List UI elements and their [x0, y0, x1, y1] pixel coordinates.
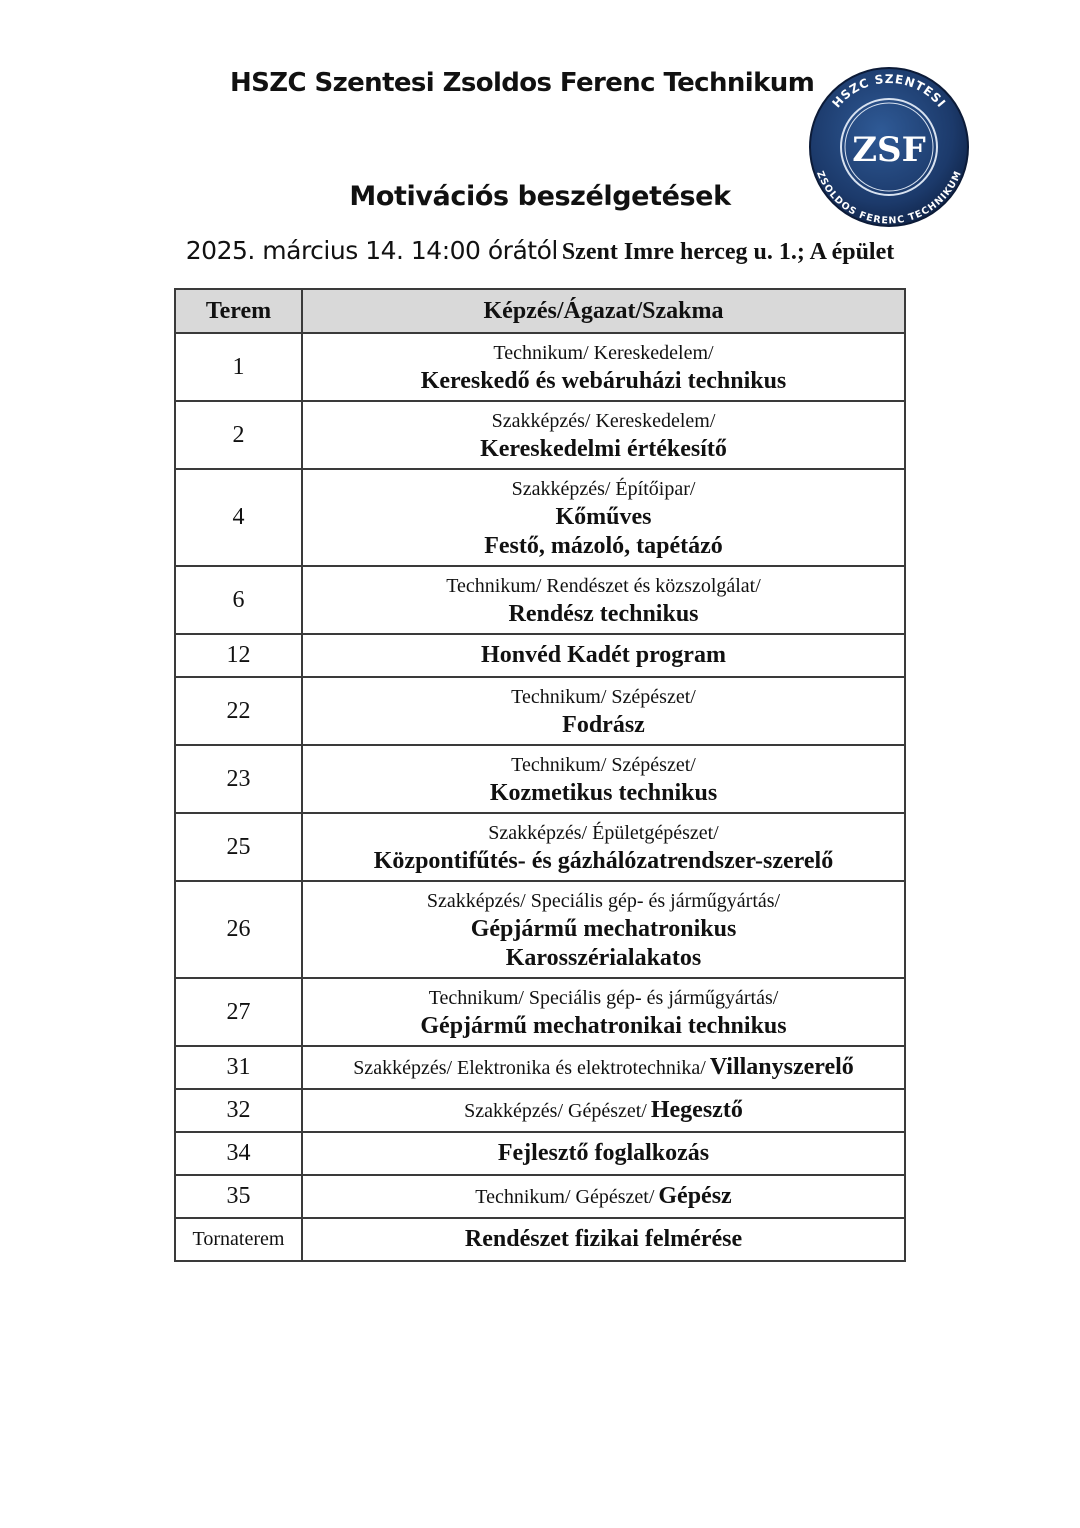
- program-name: Hegesztő: [650, 1097, 743, 1123]
- program-name: Kereskedő és webáruházi technikus: [420, 367, 787, 394]
- program-path: Szakképzés/ Gépészet/: [464, 1100, 647, 1122]
- program-name: Kőműves: [555, 503, 652, 530]
- table-row: [175, 813, 905, 881]
- room-cell: 12: [175, 634, 302, 677]
- room-cell: 31: [175, 1046, 302, 1089]
- program-cell: [302, 881, 905, 978]
- table-header-row: [175, 289, 905, 333]
- table-row: [175, 1089, 905, 1132]
- logo-top-text: HSZC SZENTESI: [829, 71, 949, 111]
- program-name: Kereskedelmi értékesítő: [480, 435, 727, 462]
- program-name: Fejlesztő foglalkozás: [497, 1140, 710, 1166]
- program-path: Szakképzés/ Épületgépészet/: [488, 821, 719, 844]
- table-row: [175, 745, 905, 813]
- program-name: Villanyszerelő: [709, 1054, 854, 1080]
- table-row: [175, 881, 905, 978]
- table-row: [175, 566, 905, 634]
- program-path: Szakképzés/ Elektronika és elektrotechnika/: [353, 1057, 706, 1079]
- room-cell: 22: [175, 677, 302, 745]
- program-cell: [302, 634, 905, 677]
- program-path: Technikum/ Kereskedelem/: [493, 341, 714, 364]
- column-header-program: Képzés/Ágazat/Szakma: [302, 289, 905, 333]
- program-name: Rendészet fizikai felmérése: [464, 1226, 743, 1252]
- logo-monogram: ZSF: [852, 130, 926, 170]
- room-cell: 34: [175, 1132, 302, 1175]
- program-cell: [302, 978, 905, 1046]
- program-path: Technikum/ Szépészet/: [511, 753, 696, 776]
- table-row: [175, 634, 905, 677]
- program-cell: [302, 745, 905, 813]
- program-path: Technikum/ Speciális gép- és járműgyártás/: [428, 986, 779, 1009]
- table-row: [175, 1175, 905, 1218]
- program-name: Fodrász: [562, 711, 645, 738]
- program-name: Rendész technikus: [508, 600, 699, 627]
- school-name-text: HSZC Szentesi Zsoldos Ferenc Technikum: [230, 68, 815, 98]
- room-cell: 23: [175, 745, 302, 813]
- program-path: Technikum/ Gépészet/: [475, 1186, 655, 1208]
- program-name: Festő, mázoló, tapétázó: [484, 532, 723, 559]
- program-path: Szakképzés/ Speciális gép- és járműgyártás/: [426, 889, 781, 912]
- table-row: [175, 401, 905, 469]
- table-row: [175, 469, 905, 566]
- program-cell: [302, 333, 905, 401]
- program-cell: [302, 1089, 905, 1132]
- program-name: Gépész: [658, 1183, 732, 1209]
- program-name: Kozmetikus technikus: [489, 779, 718, 806]
- program-cell: [302, 566, 905, 634]
- program-path: Technikum/ Szépészet/: [511, 685, 696, 708]
- table-row: [175, 1218, 905, 1261]
- program-name: Gépjármű mechatronikus: [470, 915, 737, 942]
- program-path: Szakképzés/ Építőipar/: [511, 477, 696, 500]
- table-row: [175, 333, 905, 401]
- event-datetime: 2025. március 14. 14:00 órától: [185, 236, 558, 265]
- logo-bottom-text: ZSOLDOS FERENC TECHNIKUM: [814, 169, 964, 227]
- program-cell: [302, 469, 905, 566]
- room-cell: 25: [175, 813, 302, 881]
- table-row: [175, 978, 905, 1046]
- room-cell: 35: [175, 1175, 302, 1218]
- schedule-table: [174, 288, 906, 1262]
- event-details: [0, 236, 1080, 266]
- room-cell: 6: [175, 566, 302, 634]
- column-header-room: Terem: [175, 289, 302, 333]
- program-path: Technikum/ Rendészet és közszolgálat/: [446, 574, 761, 597]
- table-row: [175, 677, 905, 745]
- program-cell: [302, 1132, 905, 1175]
- program-name: Központifűtés- és gázhálózatrendszer-szerelő: [373, 847, 834, 874]
- room-cell: 26: [175, 881, 302, 978]
- program-cell: [302, 401, 905, 469]
- table-row: [175, 1132, 905, 1175]
- program-cell: [302, 1218, 905, 1261]
- room-cell: 27: [175, 978, 302, 1046]
- school-name: [230, 68, 815, 98]
- room-cell: Tornaterem: [175, 1218, 302, 1261]
- program-name: Gépjármű mechatronikai technikus: [420, 1012, 787, 1039]
- event-location: Szent Imre herceg u. 1.; A épület: [561, 239, 895, 265]
- room-cell: 32: [175, 1089, 302, 1132]
- program-cell: [302, 813, 905, 881]
- page-title: Motivációs beszélgetések: [349, 181, 731, 212]
- room-cell: 4: [175, 469, 302, 566]
- program-cell: [302, 677, 905, 745]
- table-row: [175, 1046, 905, 1089]
- program-cell: [302, 1046, 905, 1089]
- program-name: Karosszérialakatos: [505, 944, 702, 971]
- program-cell: [302, 1175, 905, 1218]
- program-name: Honvéd Kadét program: [481, 642, 726, 668]
- room-cell: 2: [175, 401, 302, 469]
- room-cell: 1: [175, 333, 302, 401]
- program-path: Szakképzés/ Kereskedelem/: [491, 409, 716, 432]
